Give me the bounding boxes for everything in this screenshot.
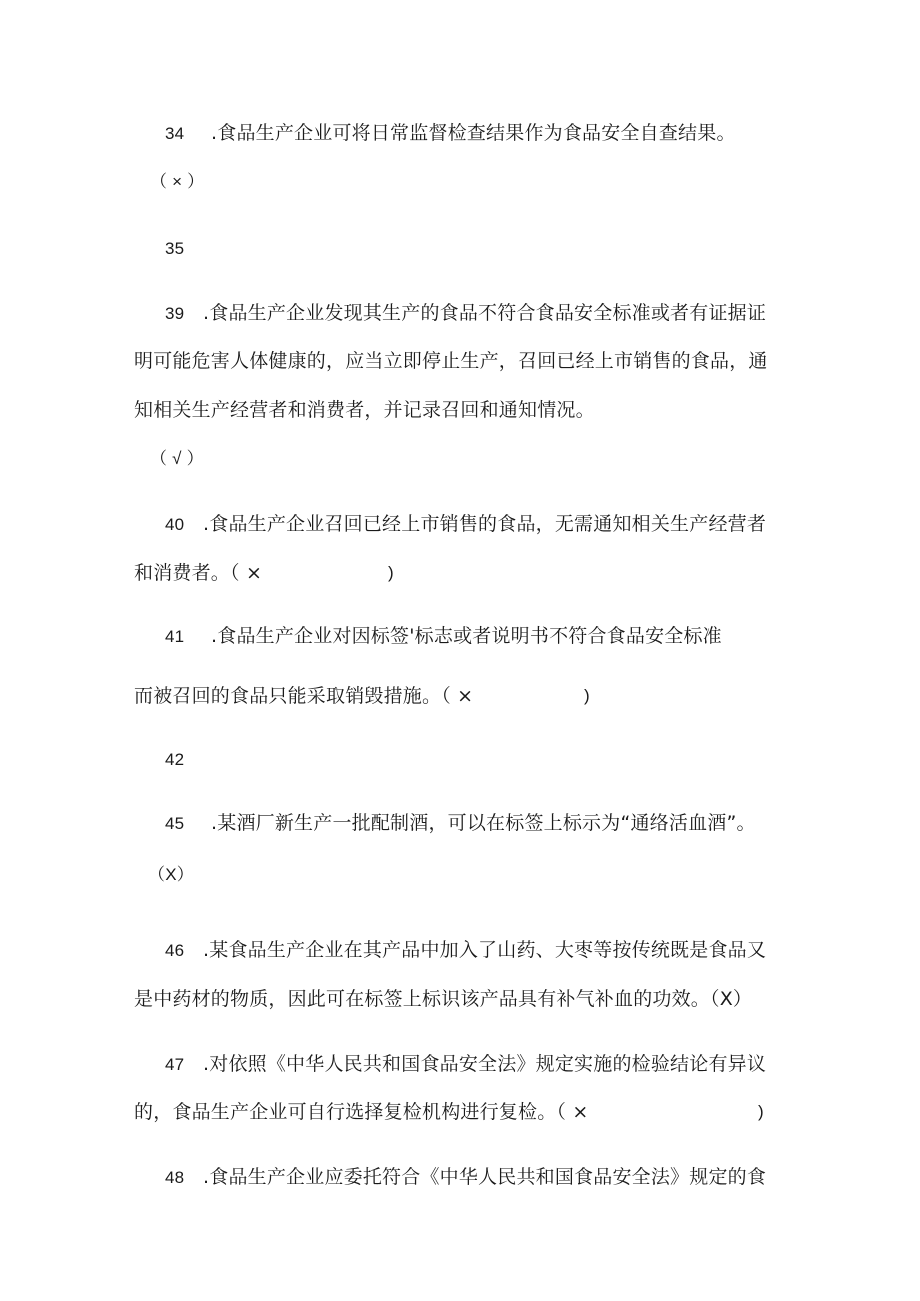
question-text: .对依照《中华人民共和国食品安全法》规定实施的检验结论有异议 [203,1053,767,1075]
question-48-line-1 [165,1164,766,1191]
question-41-answer-close: ) [584,686,590,705]
question-47-answer-close: ) [758,1102,764,1121]
question-47-line-1 [165,1051,766,1078]
question-39-answer: （ √ ） [150,449,204,468]
question-text: .某食品生产企业在其产品中加入了山药、大枣等按传统既是食品又 [203,939,767,961]
question-text: .食品生产企业可将日常监督检查结果作为食品安全自查结果。 [211,122,736,144]
question-40-answer-close: ) [388,563,394,582]
question-text: .某酒厂新生产一批配制酒，可以在标签上标示为“通络活血酒”。 [211,812,756,834]
question-42-line-1 [165,746,184,773]
question-number: 35 [165,239,185,258]
question-41-line-2: 而被召回的食品只能采取销毁措施。（ × [134,685,474,707]
question-46-line-1 [165,937,766,964]
question-34-line-1 [165,120,736,147]
question-47-line-2: 的，食品生产企业可自行选择复检机构进行复检。（ × [134,1101,589,1123]
question-40-line-1 [165,511,766,538]
question-35-line-1 [165,235,184,262]
question-text: .食品生产企业召回已经上市销售的食品，无需通知相关生产经营者 [203,513,767,535]
question-41-line-1 [165,623,722,650]
question-number: 40 [165,515,185,534]
question-number: 39 [165,304,185,323]
question-number: 46 [165,941,185,960]
question-46-line-2: 是中药材的物质，因此可在标签上标识该产品具有补气补血的功效。（X） [134,988,753,1010]
question-text: .食品生产企业应委托符合《中华人民共和国食品安全法》规定的食 [203,1166,767,1188]
question-number: 48 [165,1168,185,1187]
question-number: 41 [165,627,185,646]
question-45-answer: （X） [148,865,194,884]
question-39-line-2: 明可能危害人体健康的，应当立即停止生产，召回已经上市销售的食品，通 [134,350,768,372]
question-39-line-1 [165,300,766,327]
question-39-line-3: 知相关生产经营者和消费者，并记录召回和通知情况。 [134,399,595,421]
question-number: 42 [165,750,185,769]
question-45-line-1 [165,810,756,837]
question-number: 47 [165,1055,185,1074]
question-text: .食品生产企业发现其生产的食品不符合食品安全标准或者有证据证 [203,302,767,324]
question-number: 45 [165,814,185,833]
question-40-line-2: 和消费者。（ × [134,562,263,584]
question-34-answer: （ × ） [150,172,205,191]
question-number: 34 [165,124,185,143]
question-text: .食品生产企业对因标签'标志或者说明书不符合食品安全标准 [211,625,722,647]
